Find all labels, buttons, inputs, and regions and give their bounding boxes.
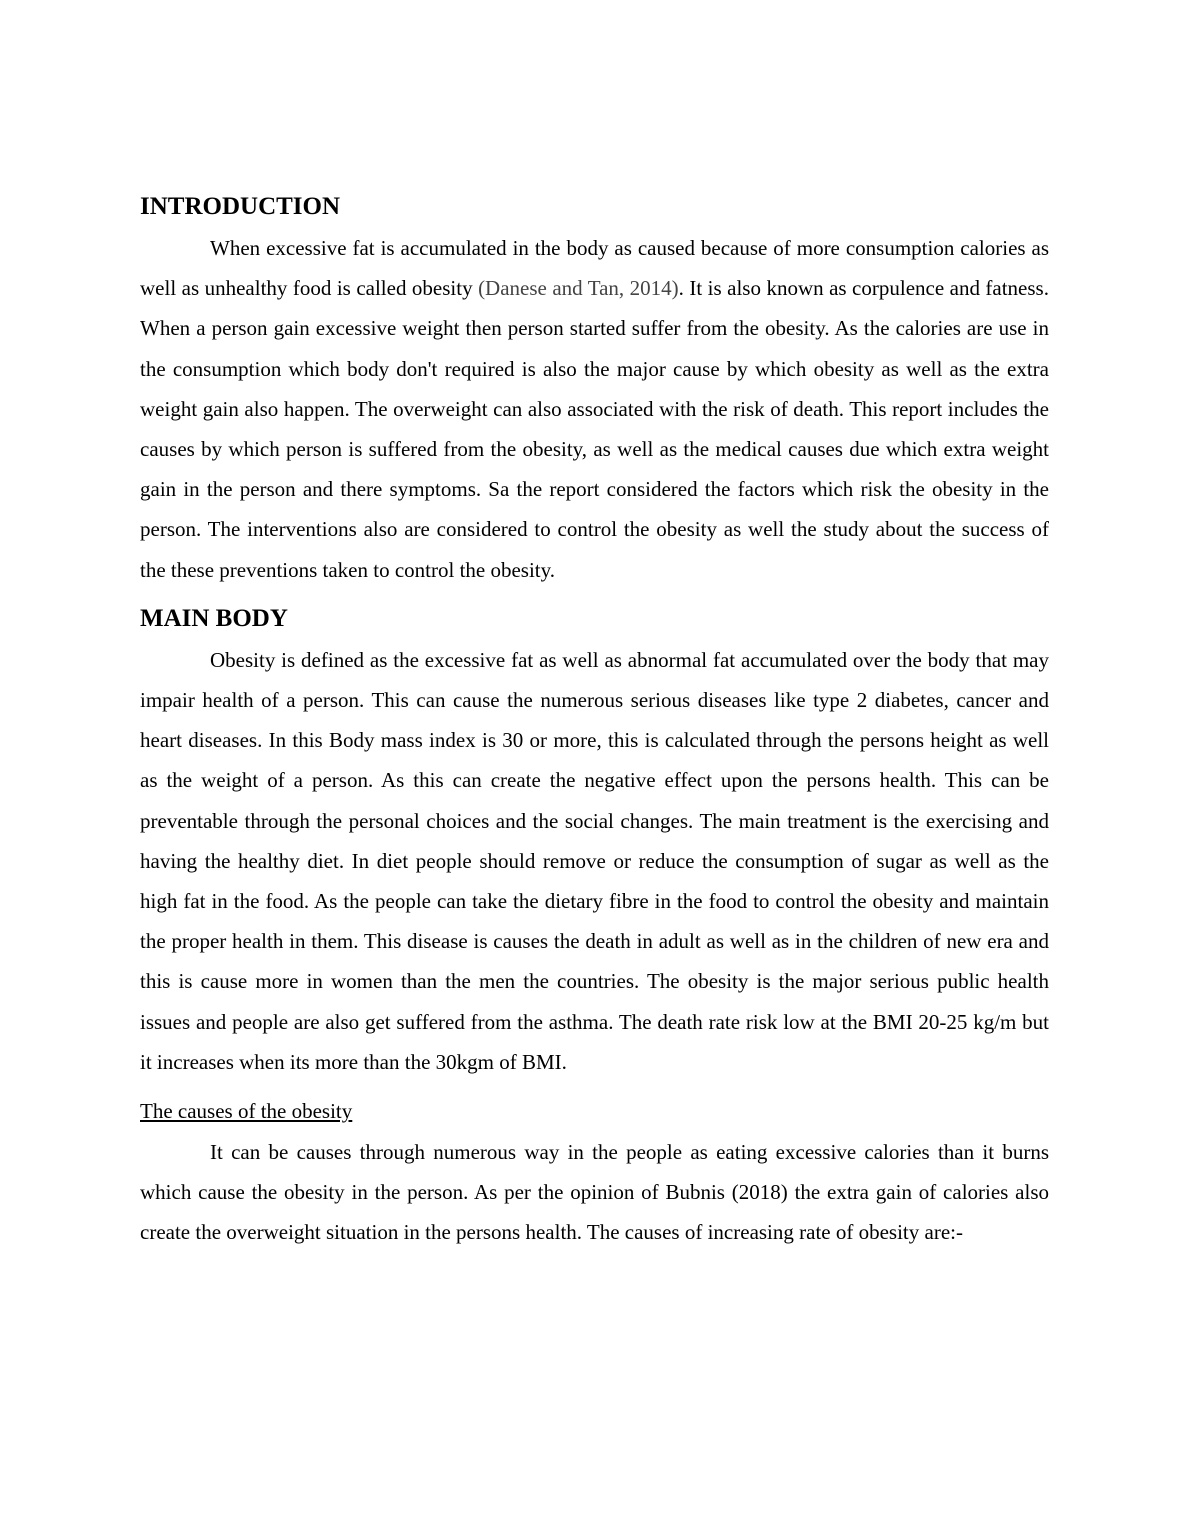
causes-paragraph: It can be causes through numerous way in the people as eating excessive calories than it burns which cause the obesity in the person. As per the opinion of Bubnis (2018) the extra gain of calories also create the overweight situation in the persons health. The causes of increasing rate of obesity are:-: [140, 1140, 1049, 1245]
introduction-paragraph: [140, 228, 1049, 590]
main-body-paragraph: Obesity is defined as the excessive fat as well as abnormal fat accumulated over the body that may impair health of a person. This can cause the numerous serious diseases like type 2 diabetes, cancer and heart diseases. In this Body mass index is 30 or more, this is calculated through the persons height as well as the weight of a person. As this can create the negative effect upon the persons health. This can be preventable through the personal choices and the social changes. The main treatment is the exercising and having the healthy diet. In diet people should remove or reduce the consumption of sugar as well as the high fat in the food. As the people can take the dietary fibre in the food to control the obesity and maintain the proper health in them. This disease is causes the death in adult as well as in the children of new era and this is cause more in women than the men the countries. The obesity is the major serious public health issues and people are also get suffered from the asthma. The death rate risk low at the BMI 20-25 kg/m but it increases when its more than the 30kgm of BMI.: [140, 647, 1049, 1074]
introduction-text-end: . It is also known as corpulence and fatness. When a person gain excessive weight then person started suffer from the obesity. As the calories are use in the consumption which body don't required is also the major cause by which obesity as well as the extra weight gain also happen. The overweight can also associated with the risk of death. This report includes the causes by which person is suffered from the obesity, as well as the medical causes due which extra weight gain in the person and there symptoms. Sa the report considered the factors which risk the obesity in the person. The interventions also are considered to control the obesity as well the study about the success of the these preventions taken to control the obesity.: [140, 276, 1049, 582]
main-body-heading: MAIN BODY: [140, 604, 288, 632]
introduction-text-start: When excessive fat is accumulated in the body as caused because of more consumption calories as well as unhealthy food is called obesity: [140, 236, 1049, 301]
introduction-heading: INTRODUCTION: [140, 193, 341, 220]
causes-subheading: The causes of the obesity: [140, 1099, 353, 1124]
document-page: [140, 190, 1049, 1253]
citation-danese-tan: (Danese and Tan, 2014): [478, 276, 679, 301]
